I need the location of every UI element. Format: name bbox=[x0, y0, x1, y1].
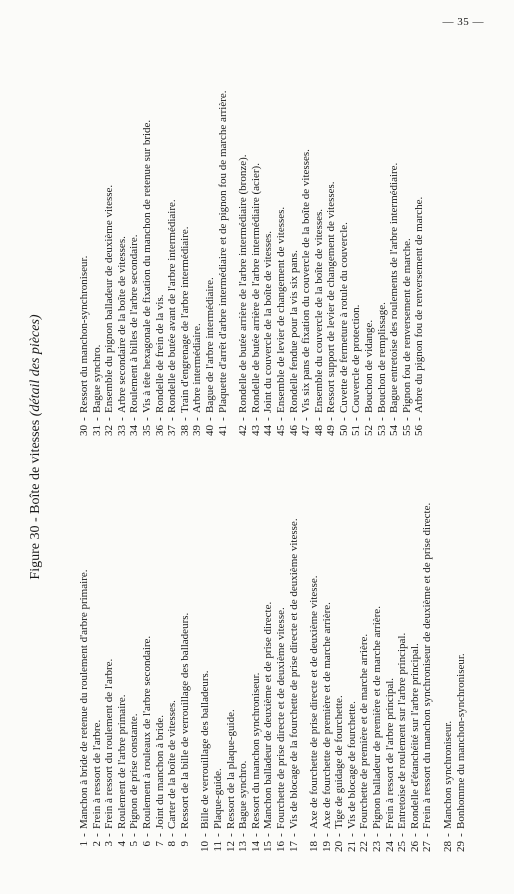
separator-dash: - bbox=[103, 417, 116, 421]
separator-dash: - bbox=[358, 833, 371, 837]
part-number: 14 bbox=[249, 841, 262, 852]
parts-list-item bbox=[275, 37, 288, 442]
part-number: 21 bbox=[345, 841, 358, 852]
parts-list-item bbox=[384, 453, 397, 858]
part-description: Rondelle de frein de la vis. bbox=[153, 294, 166, 413]
part-number: 1 bbox=[78, 841, 90, 847]
part-number: 45 bbox=[274, 425, 287, 436]
parts-list-item bbox=[141, 453, 154, 858]
separator-dash: - bbox=[396, 833, 409, 837]
part-number: 40 bbox=[203, 425, 216, 436]
separator-dash: - bbox=[383, 833, 396, 837]
part-description: Plaque-guide. bbox=[211, 768, 224, 829]
parts-list-item bbox=[250, 453, 263, 858]
part-description: Plaquette d'arrêt d'arbre intermédiaire et de pignon fou de marche arrière. bbox=[216, 90, 229, 413]
part-description: Arbre du pignon fou de renversement de marche. bbox=[413, 196, 426, 413]
separator-dash: - bbox=[140, 417, 153, 421]
part-number: 29 bbox=[454, 841, 467, 852]
rotated-page-content bbox=[22, 32, 492, 862]
part-number: 4 bbox=[115, 841, 128, 847]
parts-list-item bbox=[78, 453, 91, 858]
parts-list-item bbox=[409, 453, 422, 858]
part-number: 36 bbox=[153, 425, 166, 436]
part-number: 23 bbox=[371, 841, 384, 852]
part-number: 19 bbox=[320, 841, 333, 852]
parts-list-left bbox=[78, 453, 467, 858]
part-number: 52 bbox=[363, 425, 376, 436]
separator-dash: - bbox=[421, 833, 434, 837]
part-number: 16 bbox=[274, 841, 287, 852]
part-number: 3 bbox=[103, 841, 116, 847]
part-number: 46 bbox=[287, 425, 300, 436]
separator-dash: - bbox=[78, 833, 90, 837]
part-number: 56 bbox=[413, 425, 426, 436]
parts-list-item bbox=[321, 453, 334, 858]
part-number: 20 bbox=[333, 841, 346, 852]
part-number: 27 bbox=[421, 841, 434, 852]
part-number: 32 bbox=[103, 425, 116, 436]
part-description: Axe de fourchette de première et de marche arrière. bbox=[320, 602, 333, 829]
parts-list-item bbox=[204, 37, 217, 442]
separator-dash: - bbox=[199, 833, 212, 837]
part-number: 48 bbox=[312, 425, 325, 436]
part-number: 44 bbox=[262, 425, 275, 436]
parts-list-item bbox=[376, 37, 389, 442]
part-description: Bonhomme du manchon-synchroniseur. bbox=[454, 653, 467, 829]
separator-dash: - bbox=[274, 417, 287, 421]
parts-list-item bbox=[225, 453, 238, 858]
part-description: Rondelle fendue pour la vis six pans. bbox=[287, 250, 300, 413]
separator-dash: - bbox=[166, 417, 179, 421]
part-description: Rondelle de butée arrière de l'arbre intermédiaire (acier). bbox=[249, 163, 262, 413]
part-number: 39 bbox=[191, 425, 204, 436]
separator-dash: - bbox=[363, 417, 376, 421]
separator-dash: - bbox=[191, 417, 204, 421]
separator-dash: - bbox=[287, 417, 300, 421]
part-description: Fourchette de première et de marche arrière. bbox=[358, 633, 371, 829]
part-number: 17 bbox=[287, 841, 300, 852]
part-description: Ressort de la bille de verrouillage des balladeurs. bbox=[178, 612, 191, 829]
part-description: Rondelle de butée avant de l'arbre intermédiaire. bbox=[166, 199, 179, 413]
part-number: 25 bbox=[396, 841, 409, 852]
part-description: Ensemble de levier de changement de vitesses. bbox=[274, 206, 287, 413]
parts-list-item bbox=[154, 37, 167, 442]
separator-dash: - bbox=[249, 833, 262, 837]
part-number: 35 bbox=[140, 425, 153, 436]
parts-list-item bbox=[103, 453, 116, 858]
part-description: Bague de l'arbre intermédiaire. bbox=[203, 277, 216, 413]
separator-dash: - bbox=[388, 417, 401, 421]
parts-list-item bbox=[338, 37, 351, 442]
separator-dash: - bbox=[153, 417, 166, 421]
part-number: 9 bbox=[178, 841, 191, 847]
part-description: Ressort support de levier de changement de vitesses. bbox=[325, 181, 338, 413]
parts-list-right bbox=[78, 37, 426, 442]
separator-dash: - bbox=[249, 417, 262, 421]
parts-list-item bbox=[91, 453, 104, 858]
separator-dash: - bbox=[454, 833, 467, 837]
part-description: Roulement à billes de l'arbre secondaire. bbox=[128, 234, 141, 413]
parts-list-item bbox=[275, 453, 288, 858]
parts-list-item bbox=[78, 37, 91, 442]
parts-list-item bbox=[313, 37, 326, 442]
parts-list-item bbox=[350, 37, 363, 442]
part-number: 38 bbox=[178, 425, 191, 436]
part-description: Axe de fourchette de prise directe et de deuxième vitesse. bbox=[308, 575, 321, 829]
parts-list-item bbox=[455, 453, 468, 858]
part-description: Carter de la boîte de vitesses. bbox=[166, 700, 179, 829]
separator-dash: - bbox=[262, 417, 275, 421]
part-number: 18 bbox=[308, 841, 321, 852]
part-number: 50 bbox=[337, 425, 350, 436]
part-description: Manchon balladeur de deuxième et de prise directe. bbox=[262, 601, 275, 829]
separator-dash: - bbox=[115, 833, 128, 837]
part-description: Ressort du manchon-synchroniseur. bbox=[78, 255, 90, 413]
part-description: Tige de guidage de fourchette. bbox=[333, 695, 346, 829]
separator-dash: - bbox=[178, 833, 191, 837]
parts-list-item bbox=[154, 453, 167, 858]
parts-list-item bbox=[363, 37, 376, 442]
parts-list-item bbox=[325, 37, 338, 442]
part-description: Manchon synchroniseur. bbox=[442, 720, 455, 829]
separator-dash: - bbox=[408, 833, 421, 837]
part-description: Roulement de l'arbre primaire. bbox=[115, 694, 128, 829]
figure-caption bbox=[22, 32, 50, 862]
separator-dash: - bbox=[400, 417, 413, 421]
part-description: Pignon de prise constante. bbox=[128, 713, 141, 829]
part-description: Vis à tête hexagonale de fixation du manchon de retenue sur bride. bbox=[140, 119, 153, 413]
part-description: Ressort du manchon synchroniseur. bbox=[249, 672, 262, 829]
parts-list-item bbox=[333, 453, 346, 858]
separator-dash: - bbox=[140, 833, 153, 837]
separator-dash: - bbox=[350, 417, 363, 421]
figure-title: Figure 30 - Boîte de vitesses bbox=[28, 419, 43, 580]
part-number: 34 bbox=[128, 425, 141, 436]
separator-dash: - bbox=[375, 417, 388, 421]
parts-list-item bbox=[116, 37, 129, 442]
part-number: 22 bbox=[358, 841, 371, 852]
part-number: 53 bbox=[375, 425, 388, 436]
part-description: Bague entretoise des roulements de l'arbre intermédiaire. bbox=[388, 162, 401, 413]
parts-list-item bbox=[442, 453, 455, 858]
parts-list-item bbox=[413, 37, 426, 442]
page-number: — 35 — bbox=[442, 16, 484, 28]
separator-dash: - bbox=[211, 833, 224, 837]
separator-dash: - bbox=[274, 833, 287, 837]
part-number: 13 bbox=[237, 841, 250, 852]
separator-dash: - bbox=[337, 417, 350, 421]
parts-list-item bbox=[217, 37, 230, 442]
part-description: Joint du manchon à bride. bbox=[153, 715, 166, 829]
part-number: 28 bbox=[442, 841, 455, 852]
separator-dash: - bbox=[128, 417, 141, 421]
part-description: Vis de blocage de la fourchette de prise directe et de deuxième vitesse. bbox=[287, 518, 300, 829]
part-number: 2 bbox=[90, 841, 103, 847]
figure-subtitle: (détail des pièces) bbox=[28, 314, 43, 417]
part-number: 24 bbox=[383, 841, 396, 852]
separator-dash: - bbox=[166, 833, 179, 837]
separator-dash: - bbox=[178, 417, 191, 421]
part-description: Ensemble du couvercle de la boîte de vitesses. bbox=[312, 208, 325, 413]
parts-list-item bbox=[237, 37, 250, 442]
part-description: Bouchon de remplissage. bbox=[375, 302, 388, 413]
separator-dash: - bbox=[203, 417, 216, 421]
part-number: 8 bbox=[166, 841, 179, 847]
parts-list-item bbox=[191, 37, 204, 442]
separator-dash: - bbox=[224, 833, 237, 837]
parts-list-item bbox=[346, 453, 359, 858]
separator-dash: - bbox=[287, 833, 300, 837]
part-description: Rondelle de butée arrière de l'arbre intermédiaire (bronze). bbox=[237, 154, 250, 413]
parts-list-item bbox=[128, 37, 141, 442]
parts-list-item bbox=[308, 453, 321, 858]
separator-dash: - bbox=[128, 833, 141, 837]
separator-dash: - bbox=[333, 833, 346, 837]
part-description: Bague synchro. bbox=[90, 344, 103, 413]
part-description: Arbre intermédiaire. bbox=[191, 323, 204, 413]
separator-dash: - bbox=[300, 417, 313, 421]
part-number: 11 bbox=[211, 841, 224, 852]
part-description: Vis de blocage de fourchette. bbox=[345, 701, 358, 829]
separator-dash: - bbox=[325, 417, 338, 421]
parts-list-item bbox=[300, 37, 313, 442]
part-number: 37 bbox=[166, 425, 179, 436]
part-description: Vis six pans de fixation du couvercle de la boîte de vitesses. bbox=[300, 149, 313, 413]
parts-list-item bbox=[401, 37, 414, 442]
parts-list-item bbox=[396, 453, 409, 858]
part-number: 55 bbox=[400, 425, 413, 436]
parts-list-item bbox=[421, 453, 434, 858]
part-description: Fourchette de prise directe et de deuxième vitesse. bbox=[274, 607, 287, 829]
part-number: 15 bbox=[262, 841, 275, 852]
part-number: 42 bbox=[237, 425, 250, 436]
part-description: Roulement à rouleaux de l'arbre secondaire. bbox=[140, 635, 153, 829]
parts-list-item bbox=[288, 37, 301, 442]
part-number: 47 bbox=[300, 425, 313, 436]
part-description: Bague synchro. bbox=[237, 760, 250, 829]
part-number: 26 bbox=[408, 841, 421, 852]
parts-list-item bbox=[288, 453, 301, 858]
part-number: 7 bbox=[153, 841, 166, 847]
part-description: Bille de verrouillage des balladeurs. bbox=[199, 670, 212, 829]
part-description: Entretoise de roulement sur l'arbre principal. bbox=[396, 632, 409, 829]
part-number: 49 bbox=[325, 425, 338, 436]
part-description: Manchon à bride de retenue du roulement d'arbre primaire. bbox=[78, 569, 90, 829]
part-description: Train d'engrenage de l'arbre intermédiaire. bbox=[178, 226, 191, 413]
separator-dash: - bbox=[345, 833, 358, 837]
part-number: 51 bbox=[350, 425, 363, 436]
separator-dash: - bbox=[442, 833, 455, 837]
part-number: 43 bbox=[249, 425, 262, 436]
parts-list-item bbox=[212, 453, 225, 858]
part-description: Bouchon de vidange. bbox=[363, 319, 376, 413]
part-description: Frein à ressort du roulement de l'arbre. bbox=[103, 658, 116, 829]
part-description: Pignon balladeur de première et de marche arrière. bbox=[371, 606, 384, 829]
part-number: 10 bbox=[199, 841, 212, 852]
parts-list-item bbox=[237, 453, 250, 858]
parts-list-item bbox=[141, 37, 154, 442]
part-number: 12 bbox=[224, 841, 237, 852]
separator-dash: - bbox=[371, 833, 384, 837]
separator-dash: - bbox=[90, 833, 103, 837]
part-number: 5 bbox=[128, 841, 141, 847]
part-description: Rondelle d'étanchéité sur l'arbre principal. bbox=[408, 643, 421, 829]
separator-dash: - bbox=[78, 417, 90, 421]
parts-list-item bbox=[166, 37, 179, 442]
parts-list-item bbox=[250, 37, 263, 442]
separator-dash: - bbox=[413, 417, 426, 421]
separator-dash: - bbox=[312, 417, 325, 421]
part-description: Joint du couvercle de la boîte de vitesses. bbox=[262, 230, 275, 413]
separator-dash: - bbox=[103, 833, 116, 837]
part-number: 41 bbox=[216, 425, 229, 436]
separator-dash: - bbox=[115, 417, 128, 421]
separator-dash: - bbox=[320, 833, 333, 837]
parts-list-item bbox=[103, 37, 116, 442]
separator-dash: - bbox=[262, 833, 275, 837]
part-description: Ressort de la plaque-guide. bbox=[224, 709, 237, 829]
parts-list-item bbox=[262, 453, 275, 858]
parts-list-item bbox=[179, 453, 192, 858]
part-number: 6 bbox=[140, 841, 153, 847]
separator-dash: - bbox=[308, 833, 321, 837]
parts-list-item bbox=[179, 37, 192, 442]
part-number: 54 bbox=[388, 425, 401, 436]
part-description: Pignon fou de renversement de marche. bbox=[400, 238, 413, 413]
parts-list-item bbox=[388, 37, 401, 442]
part-number: 30 bbox=[78, 425, 90, 436]
parts-list-item bbox=[91, 37, 104, 442]
separator-dash: - bbox=[237, 833, 250, 837]
part-description: Frein à ressort de l'arbre. bbox=[90, 719, 103, 829]
part-description: Ensemble du pignon balladeur de deuxième vitesse. bbox=[103, 184, 116, 413]
separator-dash: - bbox=[90, 417, 103, 421]
parts-list-item bbox=[166, 453, 179, 858]
part-description: Cuvette de fermeture à rotule du couvercle. bbox=[337, 222, 350, 413]
parts-list-item bbox=[262, 37, 275, 442]
parts-list-item bbox=[371, 453, 384, 858]
parts-list-item bbox=[128, 453, 141, 858]
parts-list-item bbox=[358, 453, 371, 858]
part-description: Couvercle de protection. bbox=[350, 304, 363, 413]
separator-dash: - bbox=[237, 417, 250, 421]
part-description: Arbre secondaire de la boîte de vitesses. bbox=[115, 236, 128, 413]
part-number: 33 bbox=[115, 425, 128, 436]
parts-list-item bbox=[199, 453, 212, 858]
part-description: Frein à ressort de l'arbre principal. bbox=[383, 677, 396, 829]
parts-list-item bbox=[116, 453, 129, 858]
separator-dash: - bbox=[216, 417, 229, 421]
part-number: 31 bbox=[90, 425, 103, 436]
separator-dash: - bbox=[153, 833, 166, 837]
part-description: Frein à ressort du manchon synchroniseur de deuxième et de prise directe. bbox=[421, 502, 434, 829]
